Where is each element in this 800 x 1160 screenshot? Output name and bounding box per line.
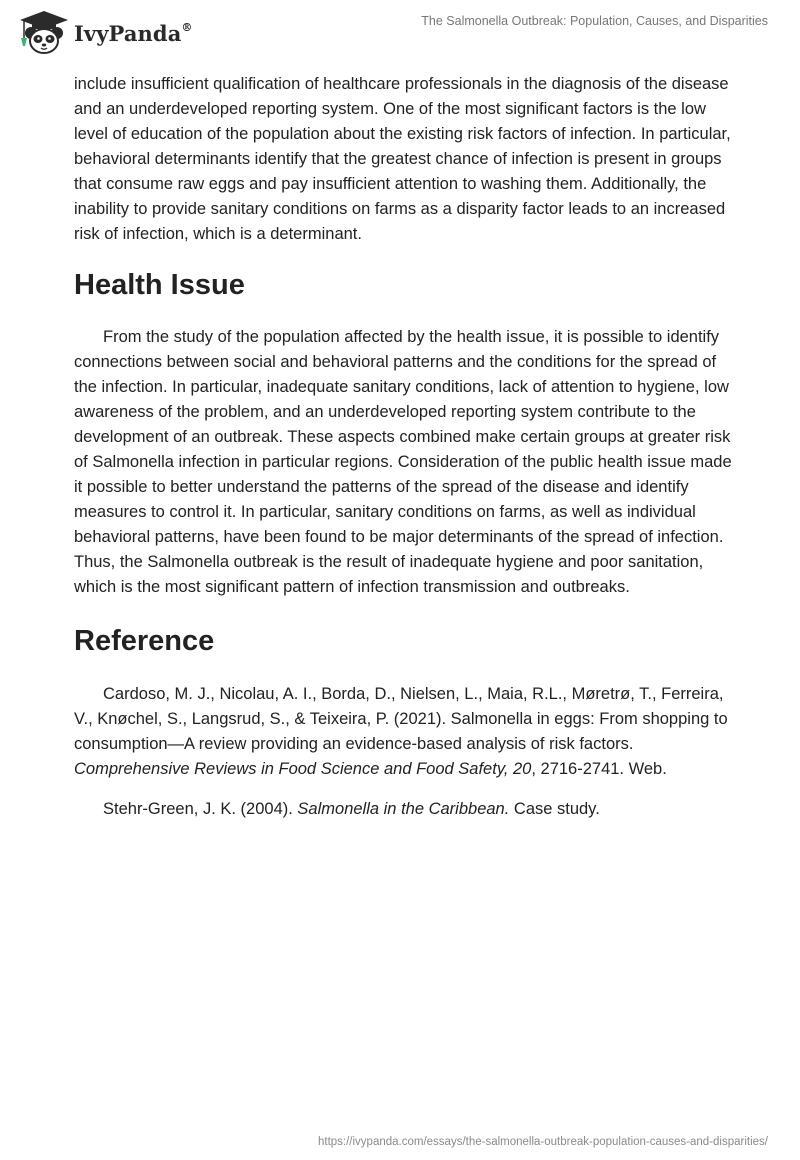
intro-paragraph: include insufficient qualification of healthcare professionals in the diagnosis of the disease and an underdeveloped reporting system. One of the most significant factors is the low level of education of the population about the existing risk factors of infection. In particular, behavioral determinants identify that the greatest chance of infection is present in groups that consume raw eggs and pay insufficient attention to washing them. Additionally, the inability to provide sanitary conditions on farms as a disparity factor leads to an increased risk of infection, which is a determinant.: [74, 75, 731, 243]
source-url[interactable]: https://ivypanda.com/essays/the-salmonella-outbreak-population-causes-and-disparities/: [317, 1136, 768, 1148]
page-header: [0, 0, 800, 60]
health-issue-heading: Health Issue: [74, 269, 245, 301]
reference-item: Stehr-Green, J. K. (2004). Salmonella in the Caribbean. Case study.: [103, 800, 600, 818]
health-issue-paragraph: From the study of the population affected by the health issue, it is possible to identify connections between social and behavioral patterns and the conditions for the spread of the infection. In particular, inadequate sanitary conditions, lack of attention to hygiene, low awareness of the problem, and an underdeveloped reporting system contribute to the development of an outbreak. These aspects combined make certain groups at greater risk of Salmonella infection in particular regions. Consideration of the public health issue made it possible to better understand the patterns of the spread of the disease and identify measures to control it. In particular, sanitary conditions on farms, as well as individual behavioral patterns, have been found to be major determinants of the spread of infection. Thus, the Salmonella outbreak is the result of inadequate hygiene and poor sanitation, which is the most significant pattern of infection transmission and outbreaks.: [74, 328, 732, 596]
ivypanda-logo[interactable]: [14, 8, 193, 56]
panda-graduation-cap-icon: [14, 8, 70, 56]
reference-heading: Reference: [74, 625, 215, 657]
brand-name: IvyPanda®: [74, 20, 193, 46]
document-title: The Salmonella Outbreak: Population, Causes, and Disparities: [421, 14, 768, 28]
reference-item: Cardoso, M. J., Nicolau, A. I., Borda, D., Nielsen, L., Maia, R.L., Møretrø, T., Ferreira, V., Knøchel, S., Langsrud, S., & Teixeira, P. (2021). Salmonella in eggs: From shopping to consumption—A review providing an evidence-based analysis of risk factors. Comprehensive Reviews in Food Science and Food Safety, 20, 2716-2741. Web.: [74, 685, 728, 778]
essay-content: [74, 72, 734, 837]
